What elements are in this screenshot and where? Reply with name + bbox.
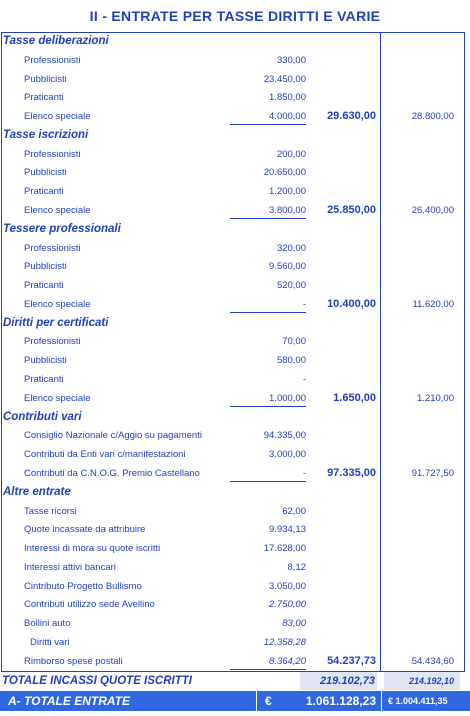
table-row — [0, 107, 470, 126]
row-label: Elenco speciale — [24, 205, 91, 217]
section-title: Altre entrate — [3, 485, 71, 498]
table-row — [0, 539, 470, 558]
section-total: 29.630,00 — [327, 110, 376, 123]
row-amount: 520,00 — [276, 280, 306, 292]
row-amount: 320,00 — [276, 242, 306, 254]
row-label: Professionisti — [24, 54, 81, 66]
currency-symbol: € — [265, 694, 272, 708]
previous-year-total: 54.434,60 — [411, 655, 454, 667]
previous-year-total: 11.620,00 — [412, 298, 454, 310]
totale-quote-total: 219.102,73 — [300, 672, 377, 690]
band-divider — [256, 691, 257, 711]
row-label: Pubblicisti — [24, 73, 67, 85]
table-row — [0, 295, 470, 314]
row-label: Cintributo Progetto Bullismo — [24, 580, 142, 592]
previous-year-total: 28.800,00 — [411, 111, 454, 123]
band-divider — [381, 691, 382, 711]
section-header — [0, 408, 470, 427]
row-label: Interessi attivi bancari — [24, 561, 116, 573]
row-amount: 1.850,00 — [269, 92, 306, 104]
table-row — [0, 614, 470, 633]
row-label: Professionisti — [24, 242, 81, 254]
row-amount: 3.800,00 — [230, 201, 306, 219]
table-row — [0, 239, 470, 258]
table-row — [0, 502, 470, 521]
section-header — [0, 220, 470, 239]
section-title: Tasse iscrizioni — [3, 128, 89, 141]
table-row — [0, 332, 470, 351]
row-label: Pubblicisti — [24, 355, 67, 367]
row-amount: 3.050,00 — [269, 580, 306, 592]
row-amount: 17.628,00 — [263, 543, 306, 555]
row-label: Pubblicisti — [24, 261, 67, 273]
section-title: Contributi vari — [3, 410, 82, 423]
row-amount: 94.335,00 — [263, 430, 306, 442]
totale-entrate-row — [0, 691, 470, 711]
row-amount: 3.000,00 — [269, 449, 306, 461]
row-label: Praticanti — [24, 186, 64, 198]
row-label: Tasse ricorsi — [24, 505, 77, 517]
table-row — [0, 633, 470, 652]
row-amount: 62,00 — [282, 505, 306, 517]
row-label: Contributi utilizzo sede Avellino — [24, 599, 155, 611]
row-label: Elenco speciale — [24, 111, 91, 123]
section-title: Tessere professionali — [3, 222, 121, 235]
table-row — [0, 520, 470, 539]
row-label: Consiglio Nazionale c/Aggio su pagamenti — [24, 430, 202, 442]
row-amount: 83,00 — [282, 618, 306, 630]
section-total: 25.850,00 — [327, 204, 376, 217]
section-total: 54.237,73 — [327, 654, 376, 667]
page-title: II - ENTRATE PER TASSE DIRITTI E VARIE — [89, 8, 381, 24]
row-amount: 70,00 — [282, 336, 306, 348]
row-amount: - — [230, 464, 306, 482]
section-total: 10.400,00 — [327, 297, 376, 310]
row-label: Interessi di mora su quote iscritti — [24, 543, 161, 555]
table-row — [0, 51, 470, 70]
table-row — [0, 276, 470, 295]
table-row — [0, 595, 470, 614]
totale-quote-previous: 214.192,10 — [384, 672, 460, 690]
table-row — [0, 370, 470, 389]
table-row — [0, 445, 470, 464]
row-amount: 12.358,28 — [263, 636, 306, 648]
row-amount: 200,00 — [276, 148, 306, 160]
row-label: Rimborso spese postali — [24, 655, 123, 667]
table-row — [0, 182, 470, 201]
table-row — [0, 652, 470, 671]
row-label: Contributi da C.N.O.G. Premio Castellano — [24, 467, 200, 479]
section-total: 97.335,00 — [327, 466, 376, 479]
table-row — [0, 389, 470, 408]
row-label: Diritti vari — [30, 636, 70, 648]
row-label: Pubblicisti — [24, 167, 67, 179]
totale-entrate-label: A- TOTALE ENTRATE — [8, 694, 130, 708]
row-label: Elenco speciale — [24, 392, 91, 404]
table-row — [0, 426, 470, 445]
section-total: 1.650,00 — [333, 391, 376, 404]
row-label: Bollini auto — [24, 618, 71, 630]
row-label: Praticanti — [24, 280, 64, 292]
row-amount: 20.650,00 — [263, 167, 306, 179]
row-label: Contributi da Enti vari c/manifestazioni — [24, 449, 186, 461]
totale-quote-label: TOTALE INCASSI QUOTE ISCRITTI — [2, 675, 192, 687]
row-amount: 8.364,20 — [230, 652, 306, 670]
row-label: Professionisti — [24, 336, 81, 348]
totale-quote-row — [0, 672, 470, 690]
table-row — [0, 201, 470, 220]
row-label: Elenco speciale — [24, 298, 91, 310]
table-row — [0, 163, 470, 182]
totale-entrate-previous: € 1.004.411,35 — [388, 696, 448, 706]
totale-entrate-total: 1.061.128,23 — [305, 694, 376, 708]
row-amount: - — [302, 374, 306, 386]
section-title: Tasse deliberazioni — [3, 35, 109, 47]
section-header — [0, 483, 470, 502]
row-amount: 330,00 — [276, 54, 306, 66]
section-header — [0, 32, 470, 51]
previous-year-total: 1.210,00 — [417, 392, 454, 404]
row-amount: 8,12 — [287, 561, 306, 573]
table-row — [0, 577, 470, 596]
table-row — [0, 70, 470, 89]
row-amount: 23.450,00 — [263, 73, 306, 85]
row-amount: 1.000,00 — [230, 389, 306, 407]
row-label: Quote incassate da attribuire — [24, 524, 146, 536]
row-label: Praticanti — [24, 92, 64, 104]
row-label: Professionisti — [24, 148, 81, 160]
previous-year-total: 91.727,50 — [411, 467, 454, 479]
table-row — [0, 88, 470, 107]
table-row — [0, 558, 470, 577]
table-row — [0, 464, 470, 483]
row-amount: 580,00 — [276, 355, 306, 367]
row-label: Praticanti — [24, 374, 64, 386]
section-title: Diritti per certificati — [3, 316, 109, 329]
row-amount: 2.750,00 — [269, 599, 306, 611]
table-row — [0, 257, 470, 276]
row-amount: 4.000,00 — [230, 107, 306, 125]
table-row — [0, 145, 470, 164]
row-amount: 1.200,00 — [269, 186, 306, 198]
section-header — [0, 314, 470, 333]
section-header — [0, 126, 470, 145]
row-amount: 9.934,13 — [269, 524, 306, 536]
previous-year-total: 26.400,00 — [411, 205, 454, 217]
table-row — [0, 351, 470, 370]
row-amount: - — [230, 295, 306, 313]
row-amount: 9.560,00 — [269, 261, 306, 273]
